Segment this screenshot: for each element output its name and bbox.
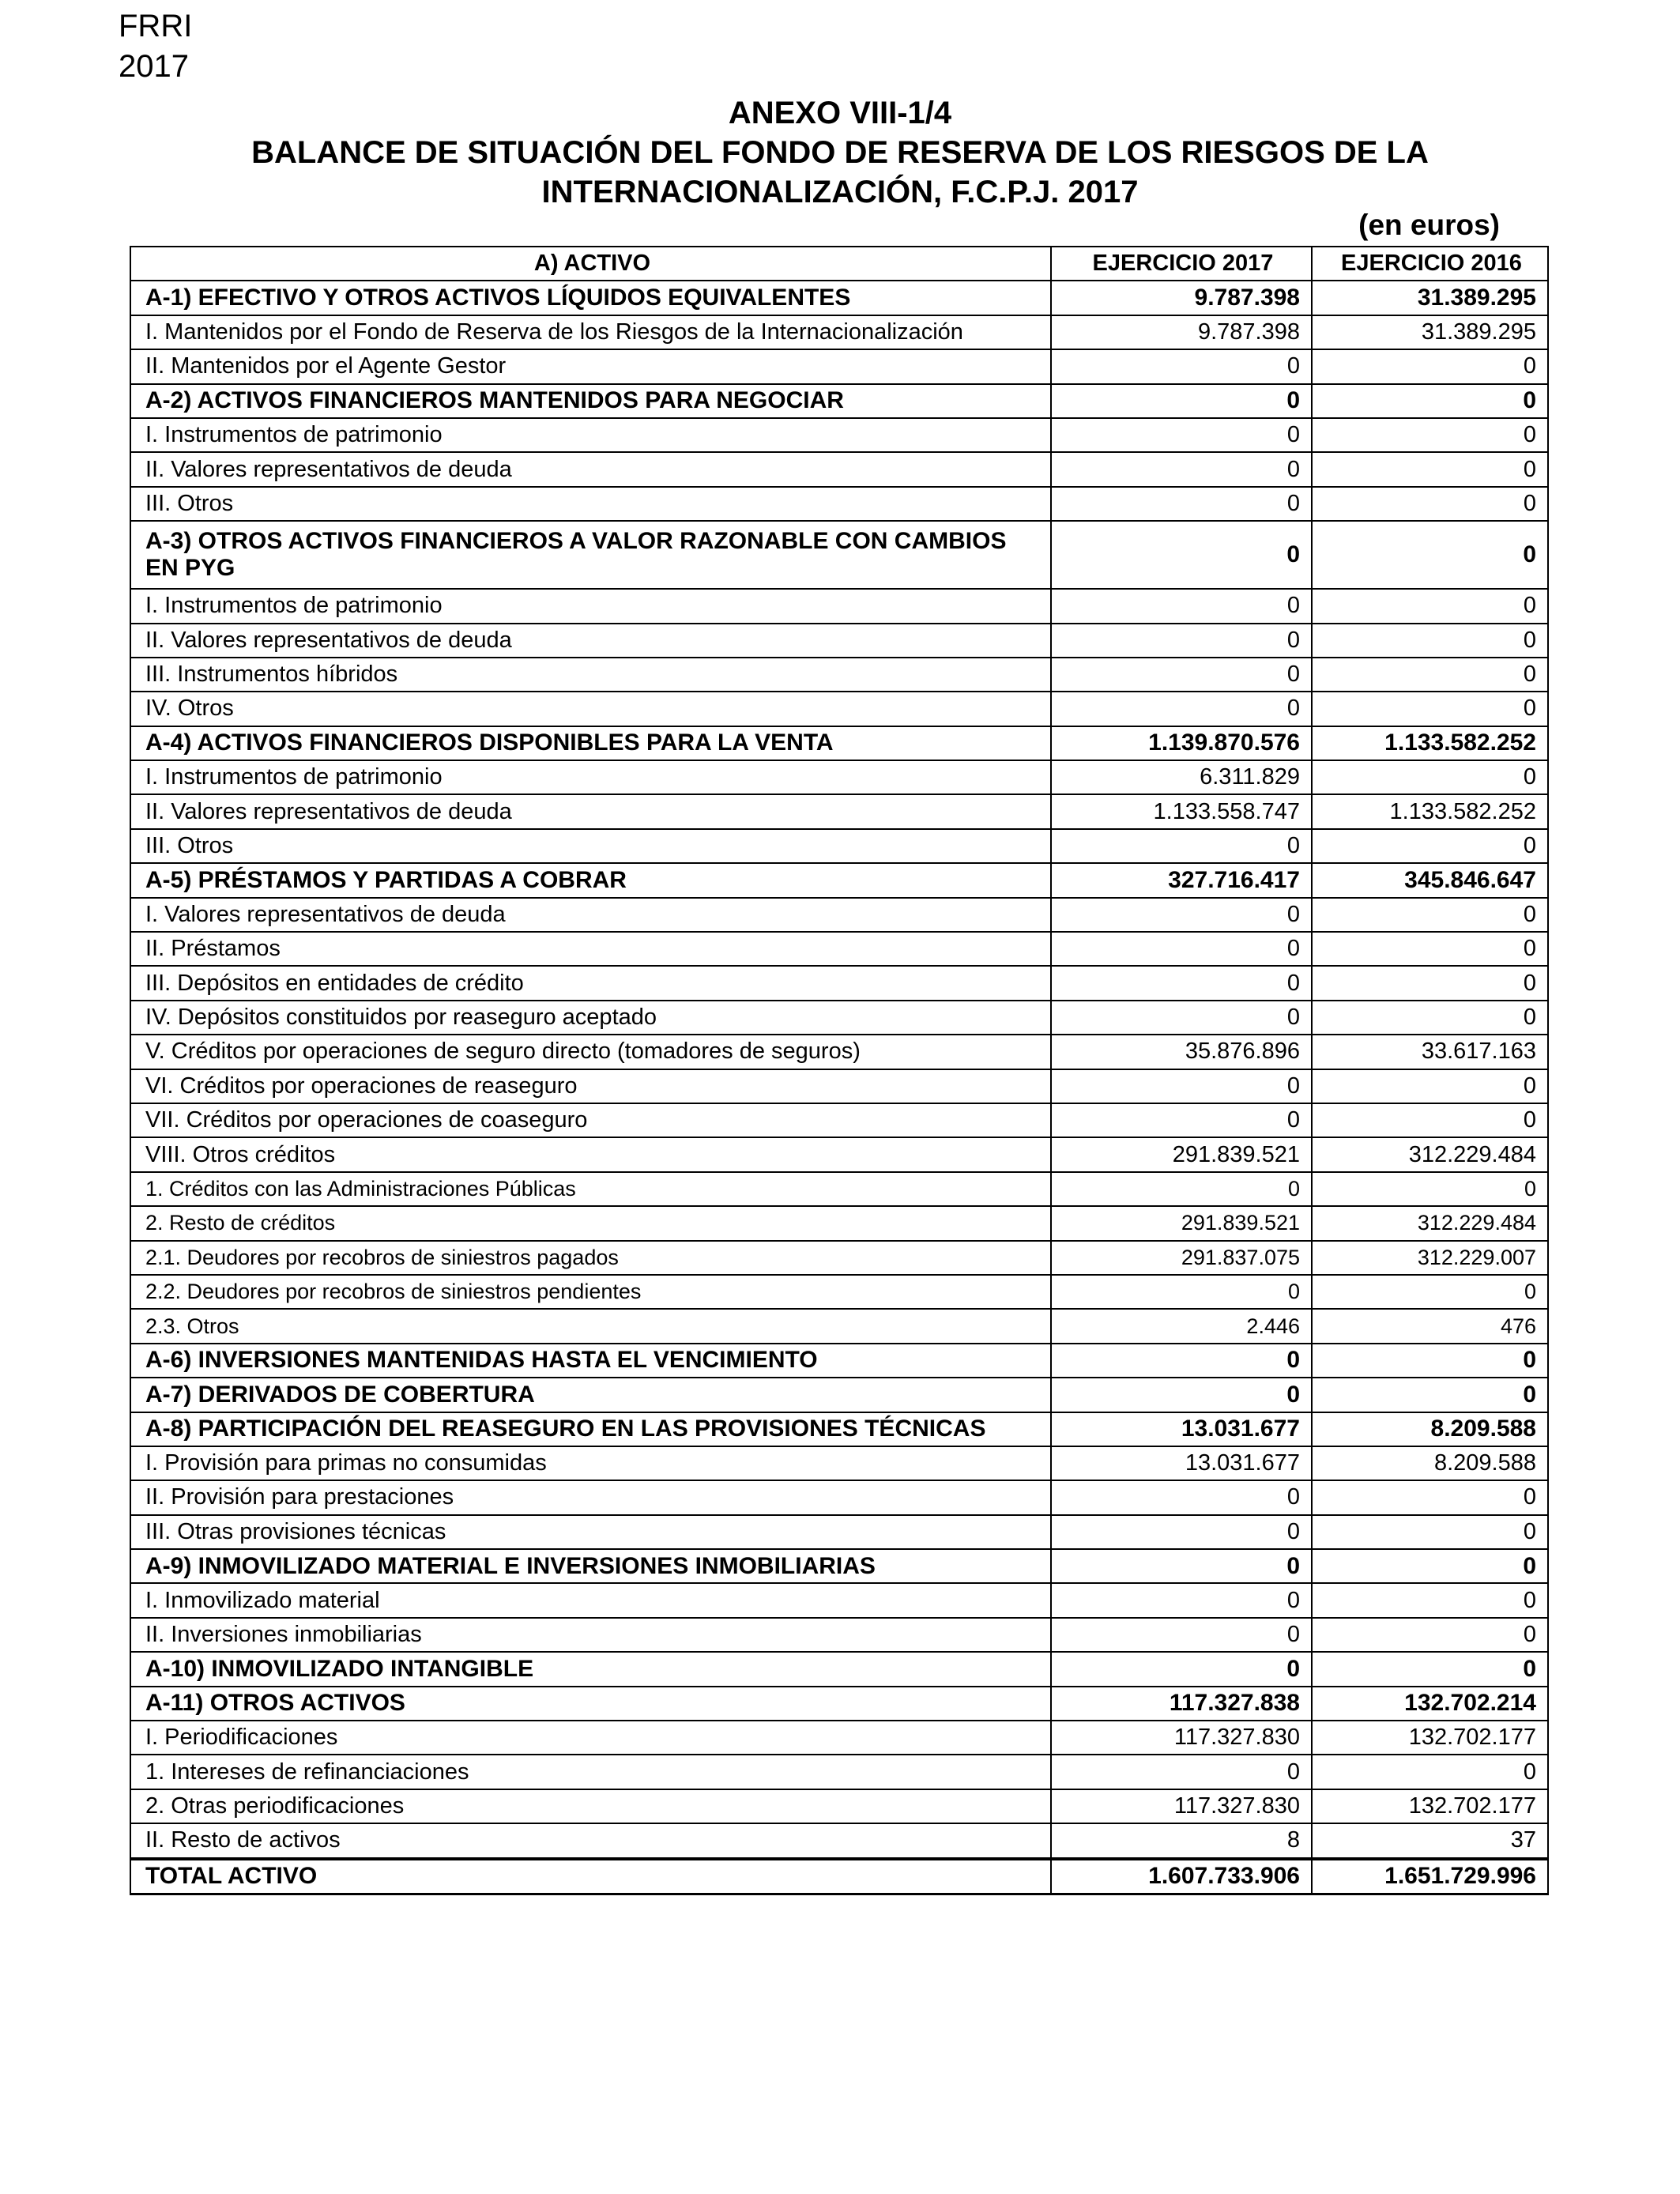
value-2017: 2.446 [1051,1309,1312,1343]
table-row [130,1275,1548,1309]
row-label: A-1) EFECTIVO Y OTROS ACTIVOS LÍQUIDOS EQUIVALENTES [130,281,1051,315]
row-label: III. Instrumentos híbridos [130,658,1051,692]
value-2016: 312.229.484 [1312,1137,1548,1171]
value-2016: 8.209.588 [1312,1446,1548,1480]
value-2017: 0 [1051,624,1312,658]
table-row [130,281,1548,315]
value-2016: 37 [1312,1823,1548,1858]
row-label: I. Periodificaciones [130,1721,1051,1755]
table-row [130,1172,1548,1206]
document-code-line1: FRRI [119,9,193,43]
balance-title-line2: INTERNACIONALIZACIÓN, F.C.P.J. 2017 [541,175,1139,209]
table-row [130,1412,1548,1446]
table-row [130,418,1548,452]
value-2017: 327.716.417 [1051,863,1312,897]
row-label: III. Otros [130,829,1051,863]
value-2016: 1.133.582.252 [1312,726,1548,760]
value-2016: 0 [1312,932,1548,966]
value-2017: 0 [1051,1618,1312,1652]
table-row [130,1789,1548,1823]
row-label: VII. Créditos por operaciones de coaseguro [130,1103,1051,1137]
row-label: A-9) INMOVILIZADO MATERIAL E INVERSIONES INMOBILIARIAS [130,1549,1051,1583]
table-row [130,898,1548,932]
table-row [130,1652,1548,1686]
row-label: 2. Otras periodificaciones [130,1789,1051,1823]
row-label: 2. Resto de créditos [130,1206,1051,1240]
value-2017: 0 [1051,1549,1312,1583]
annex-title: ANEXO VIII-1/4 [728,96,952,130]
value-2016: 132.702.177 [1312,1721,1548,1755]
value-2017: 9.787.398 [1051,315,1312,349]
value-2016: 0 [1312,349,1548,383]
row-label: II. Préstamos [130,932,1051,966]
value-2016: 0 [1312,829,1548,863]
value-2016: 0 [1312,692,1548,726]
table-row [130,1103,1548,1137]
row-label: A-3) OTROS ACTIVOS FINANCIEROS A VALOR RAZONABLE CON CAMBIOS EN PYG [130,521,1051,589]
row-label: I. Provisión para primas no consumidas [130,1446,1051,1480]
row-label: IV. Otros [130,692,1051,726]
table-row [130,1035,1548,1069]
row-label: A-8) PARTICIPACIÓN DEL REASEGURO EN LAS PROVISIONES TÉCNICAS [130,1412,1051,1446]
table-row [130,1344,1548,1378]
value-2016: 31.389.295 [1312,281,1548,315]
row-label: II. Resto de activos [130,1823,1051,1858]
table-row [130,624,1548,658]
table-row [130,349,1548,383]
value-2016: 0 [1312,452,1548,486]
value-2017: 13.031.677 [1051,1412,1312,1446]
table-row [130,1309,1548,1343]
value-2017: 0 [1051,1480,1312,1514]
page-title [0,93,1680,212]
value-2016: 0 [1312,487,1548,521]
table-row [130,966,1548,1000]
table-body [130,281,1548,1894]
value-2017: 0 [1051,452,1312,486]
table-row [130,1549,1548,1583]
row-label: I. Mantenidos por el Fondo de Reserva de los Riesgos de la Internacionalización [130,315,1051,349]
value-2017: 0 [1051,521,1312,589]
table-row [130,487,1548,521]
value-2017: 0 [1051,932,1312,966]
table-header-row [130,247,1548,281]
row-label: III. Depósitos en entidades de crédito [130,966,1051,1000]
value-2016: 0 [1312,966,1548,1000]
value-2017: 0 [1051,1378,1312,1412]
value-2017: 0 [1051,829,1312,863]
row-label: 2.2. Deudores por recobros de siniestros pendientes [130,1275,1051,1309]
value-2017: 35.876.896 [1051,1035,1312,1069]
table-row [130,1687,1548,1721]
value-2017: 291.839.521 [1051,1137,1312,1171]
row-label: 2.1. Deudores por recobros de siniestros pagados [130,1241,1051,1275]
table-row [130,760,1548,794]
value-2016: 0 [1312,624,1548,658]
table-row [130,932,1548,966]
value-2016: 312.229.484 [1312,1206,1548,1240]
row-label: A-7) DERIVADOS DE COBERTURA [130,1378,1051,1412]
row-label: IV. Depósitos constituidos por reaseguro aceptado [130,1001,1051,1035]
table-row [130,315,1548,349]
value-2017: 0 [1051,1069,1312,1103]
document-code-line2: 2017 [119,49,189,84]
units-label: (en euros) [1358,209,1500,241]
table-row [130,726,1548,760]
row-label: A-2) ACTIVOS FINANCIEROS MANTENIDOS PARA NEGOCIAR [130,384,1051,418]
row-label: II. Valores representativos de deuda [130,794,1051,828]
row-label: I. Instrumentos de patrimonio [130,760,1051,794]
value-2017: 117.327.838 [1051,1687,1312,1721]
value-2016: 476 [1312,1309,1548,1343]
table-row [130,1721,1548,1755]
value-2016: 0 [1312,1755,1548,1789]
row-label: VIII. Otros créditos [130,1137,1051,1171]
table-row [130,829,1548,863]
value-2017: 1.133.558.747 [1051,794,1312,828]
row-label: 2.3. Otros [130,1309,1051,1343]
value-2017: 1.607.733.906 [1051,1859,1312,1894]
table-row [130,1378,1548,1412]
value-2016: 0 [1312,1001,1548,1035]
row-label: 1. Intereses de refinanciaciones [130,1755,1051,1789]
column-header-activo: A) ACTIVO [130,247,1051,281]
row-label: A-5) PRÉSTAMOS Y PARTIDAS A COBRAR [130,863,1051,897]
value-2016: 132.702.177 [1312,1789,1548,1823]
value-2017: 13.031.677 [1051,1446,1312,1480]
value-2016: 0 [1312,1103,1548,1137]
row-label: A-6) INVERSIONES MANTENIDAS HASTA EL VENCIMIENTO [130,1344,1051,1378]
value-2016: 0 [1312,418,1548,452]
balance-title-line1: BALANCE DE SITUACIÓN DEL FONDO DE RESERVA DE LOS RIESGOS DE LA [251,135,1429,170]
row-label: A-4) ACTIVOS FINANCIEROS DISPONIBLES PARA LA VENTA [130,726,1051,760]
value-2017: 0 [1051,692,1312,726]
row-label: I. Instrumentos de patrimonio [130,589,1051,623]
value-2017: 0 [1051,418,1312,452]
document-code [119,6,192,87]
value-2016: 31.389.295 [1312,315,1548,349]
value-2016: 1.651.729.996 [1312,1859,1548,1894]
value-2017: 0 [1051,1755,1312,1789]
value-2016: 0 [1312,1069,1548,1103]
value-2016: 0 [1312,1583,1548,1617]
table-row [130,452,1548,486]
value-2016: 8.209.588 [1312,1412,1548,1446]
value-2017: 0 [1051,1001,1312,1035]
value-2017: 0 [1051,1172,1312,1206]
column-header-2017: EJERCICIO 2017 [1051,247,1312,281]
value-2016: 0 [1312,1652,1548,1686]
value-2017: 0 [1051,898,1312,932]
row-label: VI. Créditos por operaciones de reaseguro [130,1069,1051,1103]
value-2017: 291.839.521 [1051,1206,1312,1240]
row-label: 1. Créditos con las Administraciones Públicas [130,1172,1051,1206]
row-label: I. Instrumentos de patrimonio [130,418,1051,452]
value-2017: 0 [1051,966,1312,1000]
value-2017: 0 [1051,1103,1312,1137]
value-2017: 291.837.075 [1051,1241,1312,1275]
value-2017: 0 [1051,1344,1312,1378]
value-2016: 0 [1312,1618,1548,1652]
value-2017: 117.327.830 [1051,1789,1312,1823]
value-2016: 0 [1312,760,1548,794]
table-row [130,1137,1548,1171]
row-label: I. Valores representativos de deuda [130,898,1051,932]
row-label: III. Otras provisiones técnicas [130,1515,1051,1549]
value-2016: 0 [1312,1480,1548,1514]
table-row [130,1241,1548,1275]
table-row [130,1206,1548,1240]
table-row [130,692,1548,726]
value-2016: 0 [1312,658,1548,692]
value-2016: 345.846.647 [1312,863,1548,897]
value-2016: 0 [1312,1344,1548,1378]
value-2016: 0 [1312,384,1548,418]
value-2016: 0 [1312,1378,1548,1412]
value-2016: 0 [1312,521,1548,589]
row-label: A-11) OTROS ACTIVOS [130,1687,1051,1721]
value-2017: 1.139.870.576 [1051,726,1312,760]
table-row [130,863,1548,897]
table-row [130,1446,1548,1480]
value-2017: 0 [1051,1275,1312,1309]
value-2017: 6.311.829 [1051,760,1312,794]
value-2016: 0 [1312,589,1548,623]
value-2016: 0 [1312,1172,1548,1206]
row-label: II. Provisión para prestaciones [130,1480,1051,1514]
row-label: V. Créditos por operaciones de seguro directo (tomadores de seguros) [130,1035,1051,1069]
value-2017: 0 [1051,487,1312,521]
table-row [130,1583,1548,1617]
table-row [130,1069,1548,1103]
row-label: II. Mantenidos por el Agente Gestor [130,349,1051,383]
value-2017: 0 [1051,1583,1312,1617]
table-row [130,1480,1548,1514]
value-2017: 0 [1051,349,1312,383]
row-label: II. Inversiones inmobiliarias [130,1618,1051,1652]
row-label: III. Otros [130,487,1051,521]
table-row [130,521,1548,589]
table-row [130,794,1548,828]
value-2017: 8 [1051,1823,1312,1858]
table-row [130,1823,1548,1858]
table-row [130,1515,1548,1549]
value-2017: 0 [1051,589,1312,623]
balance-table [130,246,1549,1895]
table-row [130,1001,1548,1035]
value-2017: 0 [1051,658,1312,692]
value-2017: 0 [1051,384,1312,418]
value-2016: 0 [1312,1549,1548,1583]
row-label: II. Valores representativos de deuda [130,452,1051,486]
value-2017: 0 [1051,1652,1312,1686]
table-row [130,384,1548,418]
value-2016: 0 [1312,1275,1548,1309]
column-header-2016: EJERCICIO 2016 [1312,247,1548,281]
row-label: II. Valores representativos de deuda [130,624,1051,658]
table-row [130,1859,1548,1894]
value-2016: 312.229.007 [1312,1241,1548,1275]
value-2017: 9.787.398 [1051,281,1312,315]
table-row [130,658,1548,692]
value-2017: 0 [1051,1515,1312,1549]
row-label: A-10) INMOVILIZADO INTANGIBLE [130,1652,1051,1686]
value-2016: 0 [1312,1515,1548,1549]
row-label: TOTAL ACTIVO [130,1859,1051,1894]
row-label: I. Inmovilizado material [130,1583,1051,1617]
value-2016: 132.702.214 [1312,1687,1548,1721]
table-row [130,1618,1548,1652]
value-2016: 33.617.163 [1312,1035,1548,1069]
value-2016: 0 [1312,898,1548,932]
value-2017: 117.327.830 [1051,1721,1312,1755]
value-2016: 1.133.582.252 [1312,794,1548,828]
table-row [130,1755,1548,1789]
table-row [130,589,1548,623]
